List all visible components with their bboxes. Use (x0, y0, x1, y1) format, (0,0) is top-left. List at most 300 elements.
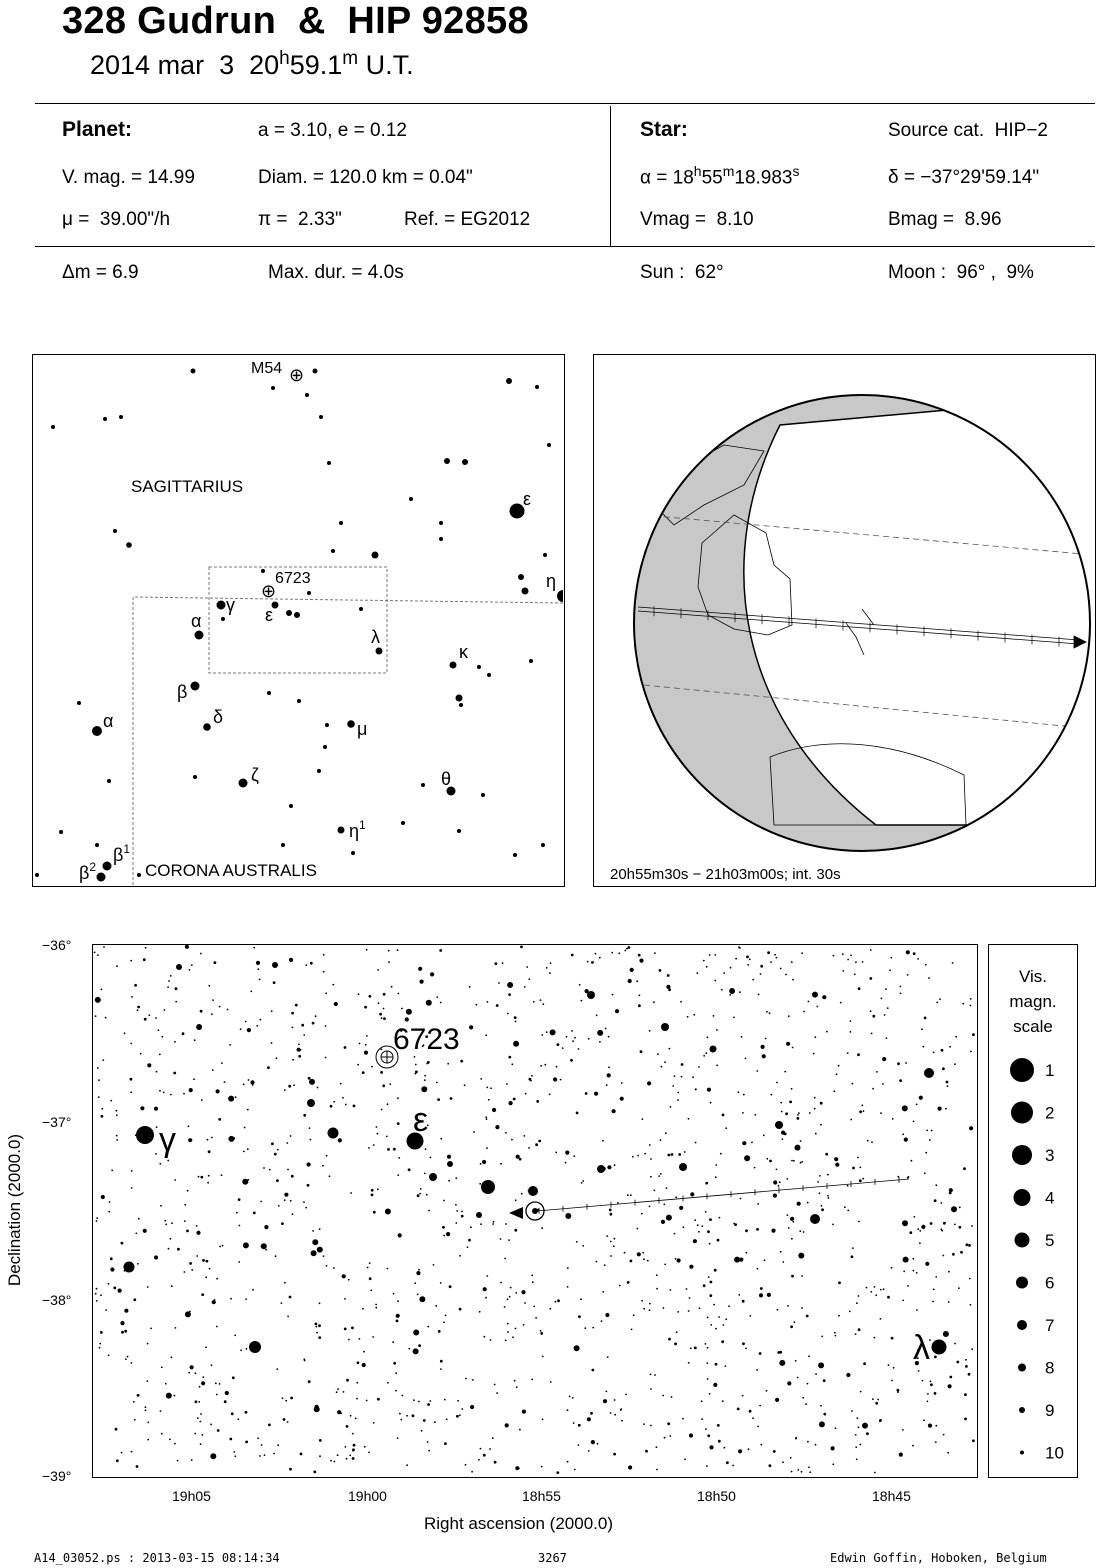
finder-star (103, 417, 107, 421)
field-star (253, 947, 255, 949)
field-star (170, 1094, 172, 1096)
field-star (919, 1096, 923, 1100)
field-star (236, 1212, 238, 1214)
field-star (870, 949, 872, 951)
field-star (100, 1294, 102, 1296)
finder-star (221, 617, 225, 621)
field-star (309, 1127, 311, 1129)
field-star (816, 1006, 818, 1008)
field-star (880, 1289, 882, 1291)
field-star (218, 1118, 221, 1121)
field-star (791, 1088, 793, 1090)
field-star (722, 1114, 725, 1117)
field-star (159, 1163, 161, 1165)
field-star (738, 1091, 740, 1093)
field-star (934, 1199, 937, 1202)
field-star (725, 1365, 727, 1367)
field-star (904, 1138, 908, 1142)
field-star (838, 1315, 840, 1317)
field-star (743, 1094, 745, 1096)
field-star (917, 1228, 919, 1230)
field-star (366, 1035, 368, 1037)
field-star (807, 1441, 809, 1443)
field-star (729, 994, 731, 996)
field-star (550, 1029, 556, 1035)
field-star (269, 1169, 271, 1171)
field-star (483, 1287, 487, 1291)
field-star (487, 1001, 489, 1003)
field-star (789, 1101, 792, 1104)
field-star (773, 1450, 776, 1453)
field-star (292, 1059, 294, 1061)
field-star (562, 1047, 564, 1049)
field-star (683, 1226, 685, 1228)
field-star (233, 1451, 235, 1453)
field-star (900, 993, 902, 995)
field-star (500, 1238, 502, 1240)
field-star (231, 1412, 234, 1415)
field-star (163, 1092, 165, 1094)
field-star (136, 1465, 139, 1468)
field-star (608, 1036, 610, 1038)
finder-star (557, 590, 563, 602)
y-tick-4: −39° (42, 1468, 72, 1484)
field-star (576, 1241, 578, 1243)
field-star (697, 1224, 699, 1226)
label-eta1-cra: $\eta^1$ (349, 818, 366, 841)
field-star (271, 1142, 274, 1145)
finder-star (456, 695, 463, 702)
field-star (325, 992, 327, 994)
bright-star (528, 1186, 538, 1196)
field-star (145, 947, 147, 949)
field-star (695, 1088, 697, 1090)
field-star (188, 1138, 192, 1142)
field-star (823, 1413, 826, 1416)
field-star (565, 1162, 567, 1164)
field-star (954, 1224, 956, 1226)
field-star (110, 1257, 113, 1260)
field-star (513, 1041, 519, 1047)
field-star (318, 1336, 321, 1339)
finder-star (35, 873, 39, 877)
field-star (610, 1412, 612, 1414)
finder-star (95, 843, 99, 847)
field-star (471, 1471, 473, 1473)
field-star (574, 1345, 580, 1351)
x-tick-2: 19h00 (348, 1488, 387, 1504)
field-star (859, 1444, 861, 1446)
field-star (486, 1087, 488, 1089)
field-star (748, 1448, 750, 1450)
field-star (717, 1424, 720, 1427)
field-star (970, 1304, 972, 1306)
field-star (289, 958, 293, 962)
planet-vmag: V. mag. = 14.99 (62, 167, 195, 188)
field-star (654, 952, 656, 954)
field-star (426, 1063, 428, 1065)
field-star (186, 1230, 189, 1233)
field-star (580, 1298, 582, 1300)
planet-heading: Planet: (62, 118, 133, 141)
field-star (850, 1031, 852, 1033)
bright-star (710, 1046, 717, 1053)
field-star (803, 1011, 805, 1013)
field-star (515, 1021, 517, 1023)
field-star (185, 1311, 191, 1317)
field-star (924, 1017, 927, 1020)
field-star (508, 993, 511, 996)
field-star (288, 1085, 291, 1088)
field-star (569, 1396, 571, 1398)
cluster-6723-chart-label: 6723 (393, 1023, 460, 1056)
field-star (502, 962, 504, 964)
field-star (485, 1116, 487, 1118)
field-star (507, 1013, 509, 1015)
field-star (742, 1112, 744, 1114)
field-star (519, 1429, 521, 1431)
field-star (659, 969, 662, 972)
field-star (96, 1288, 98, 1290)
field-star (247, 1109, 249, 1111)
field-star (606, 1084, 608, 1086)
field-star (111, 1169, 113, 1171)
field-star (874, 1286, 876, 1288)
field-star (98, 1096, 100, 1098)
field-star (507, 982, 513, 988)
field-star (749, 1410, 752, 1413)
field-star (542, 1003, 544, 1005)
field-star (689, 1297, 691, 1299)
field-star (941, 1049, 944, 1052)
field-star (775, 1398, 779, 1402)
field-star (97, 1067, 99, 1069)
field-star (101, 1195, 105, 1199)
field-star (674, 1233, 676, 1235)
scale-label-5: 5 (1045, 1231, 1055, 1250)
field-star (508, 1239, 510, 1241)
field-star (948, 1271, 950, 1273)
field-star (216, 1394, 218, 1396)
field-star (207, 1182, 209, 1184)
field-star (930, 1381, 932, 1383)
field-star (738, 1449, 742, 1453)
finder-star (317, 769, 321, 773)
field-star (356, 1398, 358, 1400)
asteroid-path-arrow (509, 1207, 523, 1219)
field-star (932, 1301, 934, 1303)
field-star (834, 1157, 838, 1161)
field-star (366, 1400, 368, 1402)
field-star (195, 1372, 197, 1374)
field-star (649, 1309, 651, 1311)
field-star (857, 1417, 859, 1419)
field-star (882, 1057, 886, 1061)
field-star (332, 984, 334, 986)
scale-label-2: 2 (1045, 1103, 1055, 1123)
field-star (701, 1418, 703, 1420)
field-star (757, 1203, 759, 1205)
field-star (396, 1314, 400, 1318)
scale-label-7: 7 (1045, 1316, 1055, 1335)
field-star (790, 1457, 792, 1459)
finder-star (51, 425, 55, 429)
field-star (674, 1343, 677, 1346)
field-star (124, 1032, 126, 1034)
field-star (317, 1247, 323, 1253)
field-star (567, 1409, 569, 1411)
finder-star (477, 665, 481, 669)
field-star (319, 1228, 321, 1230)
field-star (939, 998, 941, 1000)
field-star (854, 973, 856, 975)
field-star (690, 1348, 692, 1350)
field-star (343, 1391, 345, 1393)
field-star (101, 1108, 103, 1110)
field-star (609, 1209, 612, 1212)
field-star (201, 1434, 203, 1436)
field-star (956, 1361, 959, 1364)
field-star (658, 1175, 660, 1177)
field-star (330, 1105, 333, 1108)
max-duration: Max. dur. = 4.0s (268, 262, 404, 283)
finder-star (541, 843, 545, 847)
field-star (284, 1193, 288, 1197)
field-star (418, 1344, 421, 1347)
field-star (413, 1399, 415, 1401)
field-star (212, 1300, 216, 1304)
field-star (234, 1455, 236, 1457)
field-star (338, 1138, 342, 1142)
field-star (801, 1471, 803, 1473)
field-star (954, 1343, 956, 1345)
field-star (815, 1444, 817, 1446)
field-star (427, 1326, 429, 1328)
field-star (95, 1293, 97, 1295)
field-star (292, 1213, 294, 1215)
finder-star (126, 542, 132, 548)
field-star (681, 1063, 684, 1066)
field-star (200, 1010, 203, 1013)
field-star (819, 1421, 825, 1427)
field-star (386, 1136, 388, 1138)
field-star (645, 1450, 648, 1453)
field-star (184, 1220, 186, 1222)
field-star (814, 1097, 816, 1099)
field-star (675, 1258, 677, 1260)
field-star (913, 1121, 915, 1123)
field-star (397, 949, 399, 951)
field-star (969, 1126, 973, 1130)
field-star (721, 989, 723, 991)
field-star (456, 1210, 458, 1212)
field-star (917, 958, 919, 960)
field-star (924, 1172, 926, 1174)
field-star (934, 1356, 937, 1359)
field-star (906, 950, 910, 954)
field-star (105, 1309, 107, 1311)
field-star (745, 1058, 747, 1060)
field-star (161, 1433, 163, 1435)
field-star (905, 1062, 907, 1064)
field-star (972, 1439, 975, 1442)
field-star (667, 974, 670, 977)
field-star (130, 1043, 132, 1045)
field-star (935, 1276, 937, 1278)
field-star (964, 1418, 967, 1421)
field-star (725, 1127, 727, 1129)
field-star (754, 1114, 756, 1116)
field-star (856, 1302, 858, 1304)
bright-star (587, 991, 595, 999)
field-star (891, 1267, 893, 1269)
field-star (705, 1343, 707, 1345)
field-star (754, 1167, 756, 1169)
m54-label: M54 (251, 360, 283, 377)
field-star (628, 979, 632, 983)
field-star (742, 1141, 746, 1145)
field-star (199, 1421, 201, 1423)
field-star (619, 1285, 621, 1287)
field-star (801, 1161, 803, 1163)
field-star (170, 1238, 172, 1240)
field-star (722, 1400, 724, 1402)
field-star (200, 1176, 203, 1179)
bright-star (775, 1121, 783, 1129)
field-star (707, 1037, 709, 1039)
footer-author: Edwin Goffin, Hoboken, Belgium (830, 1551, 1047, 1565)
field-star (173, 1072, 176, 1075)
field-star (626, 948, 628, 950)
field-star (362, 1308, 364, 1310)
scale-marker-6 (1016, 1277, 1028, 1289)
field-star (556, 1471, 559, 1474)
field-star (643, 1308, 645, 1310)
field-star (221, 1174, 223, 1176)
field-star (383, 1017, 386, 1020)
field-star (544, 1064, 546, 1066)
field-star (469, 986, 471, 988)
field-star (319, 1455, 321, 1457)
field-star (720, 1153, 722, 1155)
field-star (171, 1222, 173, 1224)
field-star (943, 1434, 945, 1436)
field-star (408, 1348, 410, 1350)
star-chart (92, 944, 978, 1478)
field-star (308, 1380, 311, 1383)
finder-star (462, 459, 468, 465)
field-star (756, 1070, 758, 1072)
field-star (665, 1132, 667, 1134)
field-star (521, 1193, 523, 1195)
field-star (495, 1125, 499, 1129)
field-star (723, 1324, 725, 1326)
field-star (291, 1012, 294, 1015)
field-star (511, 1139, 513, 1141)
field-star (417, 1294, 419, 1296)
field-star (871, 1033, 873, 1035)
label-alpha-cra: α (191, 611, 202, 631)
field-star (147, 1422, 149, 1424)
field-star (263, 1167, 265, 1169)
field-star (303, 1201, 305, 1203)
label-eta-sgr: η (546, 571, 557, 591)
field-star (903, 1257, 909, 1263)
field-star (690, 1192, 694, 1196)
field-star (277, 1444, 279, 1446)
field-star (741, 1036, 743, 1038)
field-star (925, 1262, 929, 1266)
field-star (465, 1464, 467, 1466)
field-star (607, 1165, 611, 1169)
field-star (216, 1089, 220, 1093)
field-star (923, 1419, 925, 1421)
field-star (823, 1379, 826, 1382)
field-star (476, 1004, 478, 1006)
bright-star (124, 1262, 135, 1273)
field-star (168, 980, 170, 982)
field-star (601, 1320, 603, 1322)
field-star (805, 1403, 807, 1405)
field-star (787, 1214, 789, 1216)
field-star (415, 1064, 417, 1066)
field-star (964, 1393, 967, 1396)
field-star (237, 1418, 239, 1420)
field-star (455, 1222, 457, 1224)
field-star (250, 991, 252, 993)
finder-star (372, 552, 379, 559)
field-star (674, 1075, 676, 1077)
field-star (184, 1271, 186, 1273)
field-star (718, 1440, 721, 1443)
bright-star (307, 1099, 315, 1107)
field-star (287, 1169, 289, 1171)
field-star (965, 1359, 967, 1361)
field-star (550, 1381, 552, 1383)
field-star (464, 1084, 466, 1086)
field-star (776, 1082, 778, 1084)
field-star (116, 1135, 118, 1137)
field-star (147, 1343, 149, 1345)
field-star (146, 1380, 148, 1382)
field-star (555, 1301, 557, 1303)
field-star (197, 1417, 199, 1419)
field-star (465, 1378, 467, 1380)
field-star (822, 995, 826, 999)
field-star (99, 1343, 101, 1345)
field-star (625, 1394, 627, 1396)
field-star (376, 1126, 378, 1128)
field-star (154, 1107, 158, 1111)
field-star (383, 1008, 385, 1010)
field-star (242, 1179, 248, 1185)
field-star (415, 1071, 418, 1074)
scale-marker-7 (1017, 1320, 1027, 1330)
field-star (650, 1388, 652, 1390)
field-star (836, 1073, 838, 1075)
label-epsilon-sgr: ε (523, 489, 532, 509)
field-star (165, 1224, 167, 1226)
field-star (897, 1391, 899, 1393)
field-star (488, 1099, 490, 1101)
field-star (870, 1010, 872, 1012)
field-star (578, 1424, 581, 1427)
field-star (500, 1163, 502, 1165)
field-star (99, 1347, 101, 1349)
field-star (969, 1278, 971, 1280)
field-star (102, 1059, 104, 1061)
field-star (448, 1180, 450, 1182)
